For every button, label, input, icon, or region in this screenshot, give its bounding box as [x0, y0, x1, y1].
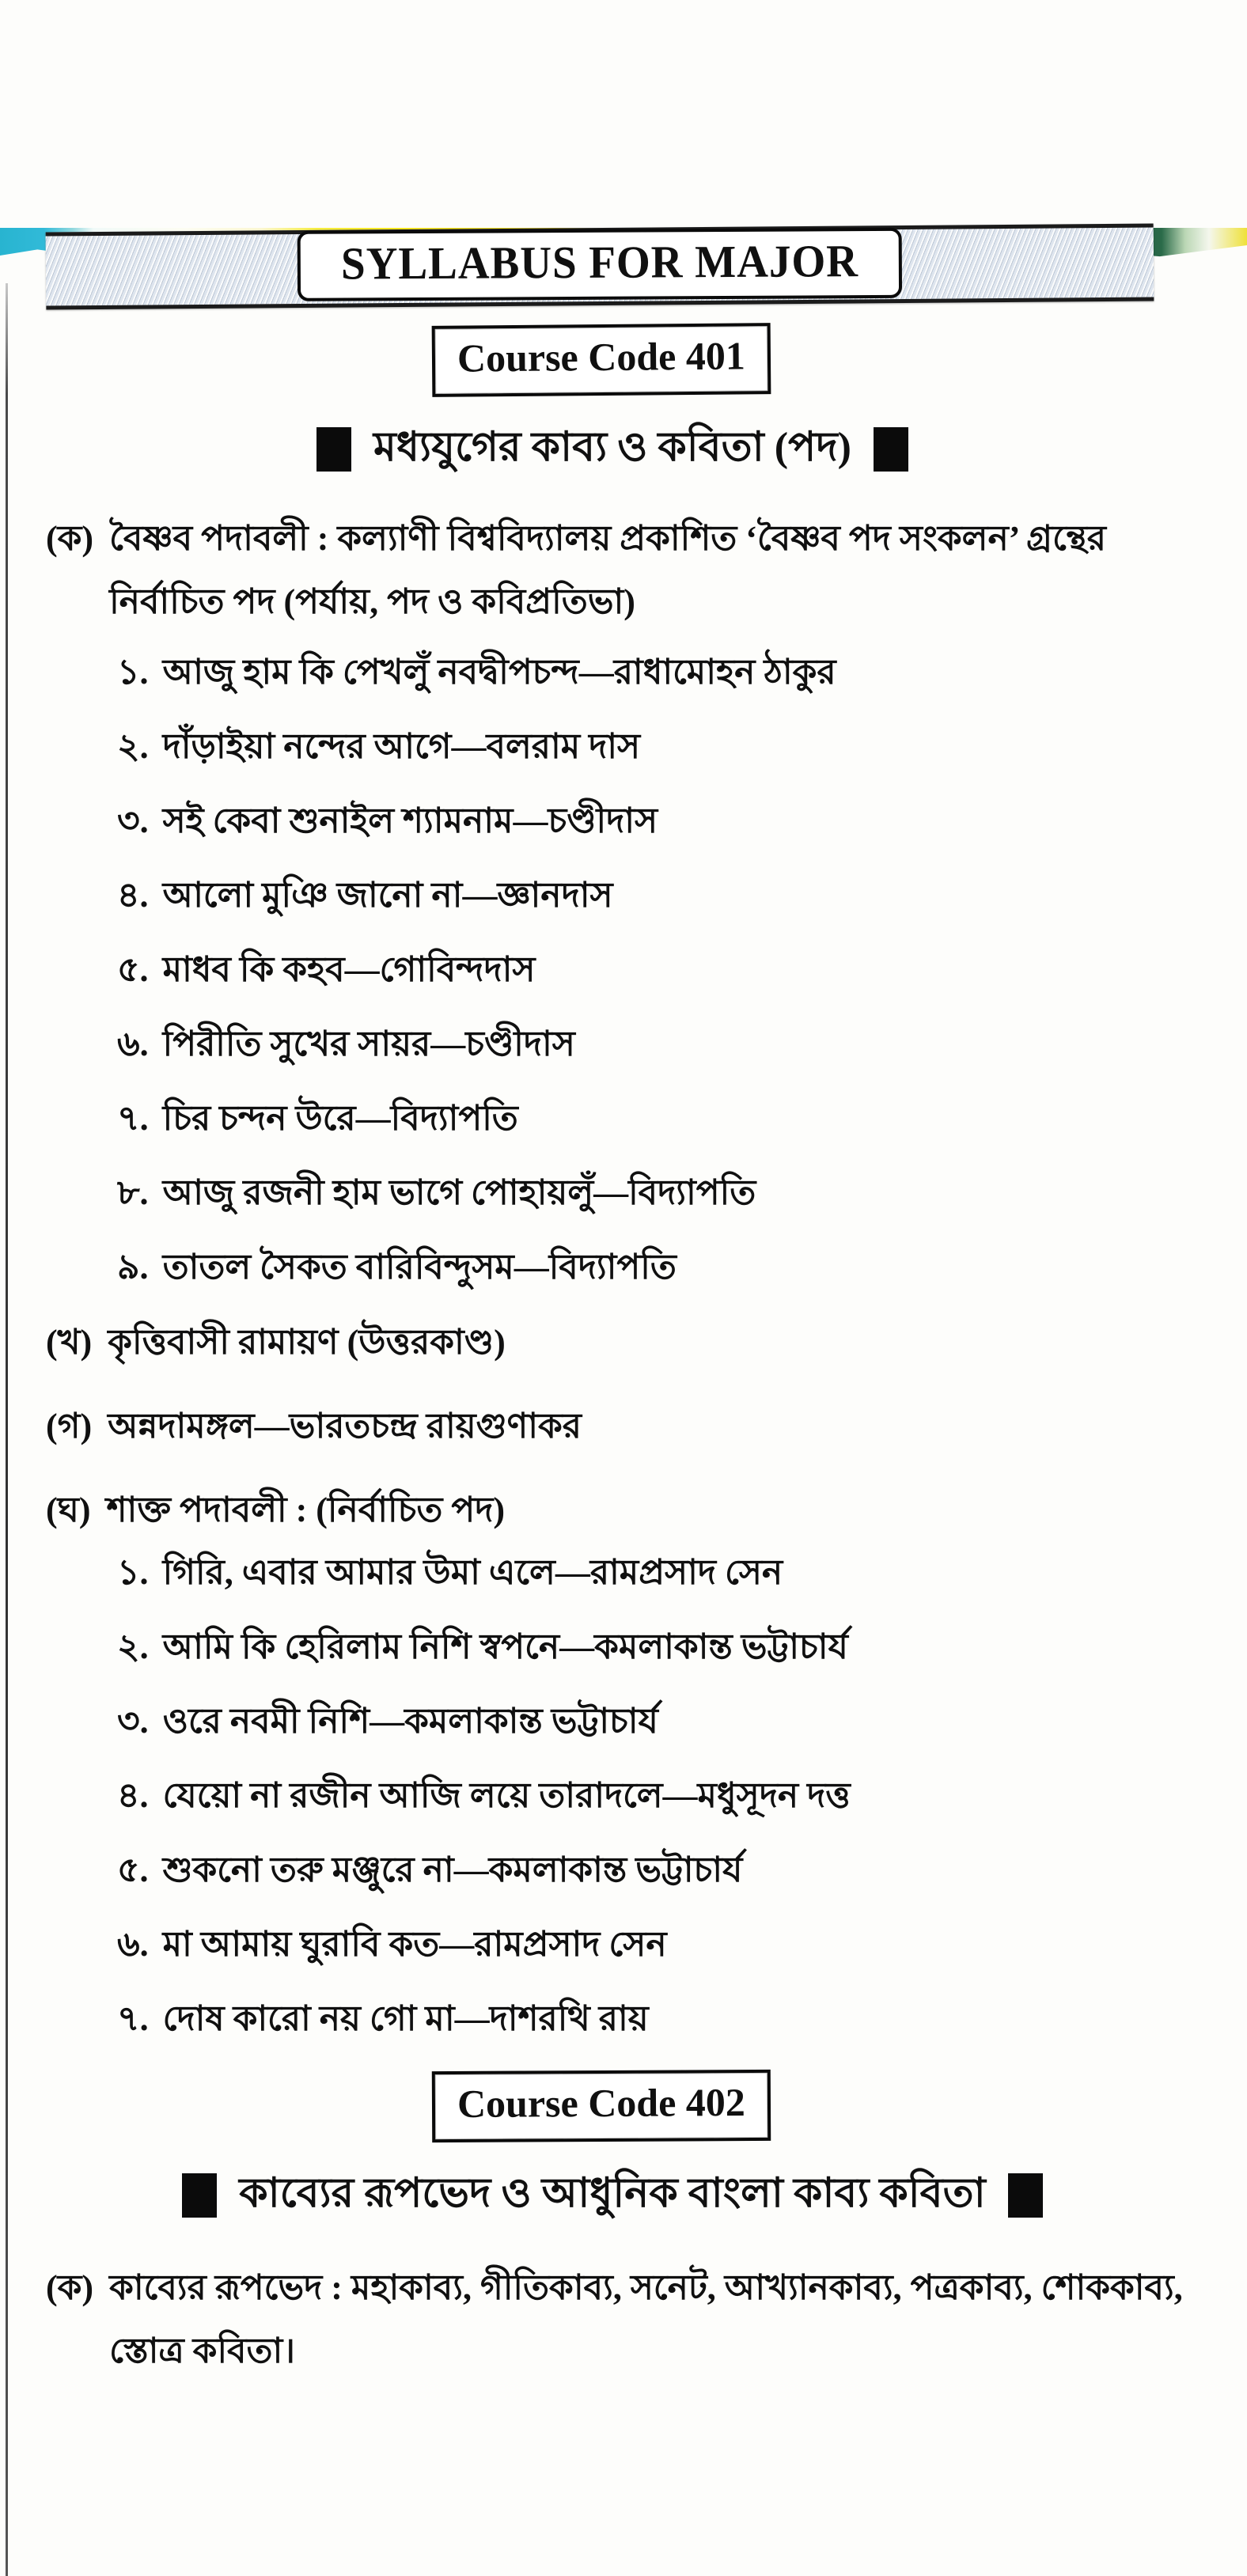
list-item [117, 724, 1192, 770]
item-number: ২. [117, 1627, 149, 1666]
black-square-icon [182, 2173, 217, 2218]
item-number: ৭. [117, 1999, 149, 2038]
item-number: ৪. [117, 876, 149, 915]
scan-edge-line [6, 283, 8, 2576]
course-401-title: মধ্যযুগের কাব্য ও কবিতা (পদ) [373, 425, 851, 470]
item-text: আমি কি হেরিলাম নিশি স্বপনে—কমলাকান্ত ভট্টাচার্য [162, 1627, 848, 1666]
section-ga-401 [46, 1403, 1192, 1450]
item-text: ওরে নবমী নিশি—কমলাকান্ত ভট্টাচার্য [162, 1702, 658, 1741]
item-text: দাঁড়াইয়া নন্দের আগে—বলরাম দাস [162, 727, 641, 766]
item-number: ৩. [117, 801, 149, 840]
section-label: (গ) [46, 1407, 93, 1445]
black-square-icon [316, 427, 351, 472]
list-item [117, 1096, 1192, 1142]
section-ka-401 [46, 507, 1192, 634]
item-number: ৮. [117, 1173, 149, 1212]
item-text: আজু হাম কি পেখলুঁ নবদ্বীপচন্দ—রাধামোহন ঠাকুর [162, 653, 836, 691]
list-item [117, 1170, 1192, 1216]
item-text: দোষ কারো নয় গো মা—দাশরথি রায় [162, 1999, 649, 2038]
list-item [117, 1244, 1192, 1290]
list-item [117, 947, 1192, 993]
section-text: শাক্ত পদাবলী : (নির্বাচিত পদ) [106, 1491, 506, 1529]
section-label: (খ) [46, 1323, 93, 1362]
item-number: ৪. [117, 1776, 149, 1815]
section-text: কৃত্তিবাসী রামায়ণ (উত্তরকাণ্ড) [108, 1323, 506, 1362]
course-code-402-box [432, 2070, 771, 2142]
vaishnava-pada-list [0, 650, 1247, 1290]
item-number: ৩. [117, 1702, 149, 1741]
item-number: ৫. [117, 950, 149, 989]
course-code-401-label: Course Code 401 [457, 333, 746, 381]
section-text: কাব্যের রূপভেদ : মহাকাব্য, গীতিকাব্য, সনেট, আখ্যানকাব্য, পত্রকাব্য, শোককাব্য, স্তোত্র কবিতা। [109, 2268, 1183, 2370]
list-item [117, 873, 1192, 919]
item-text: শুকনো তরু মঞ্জুরে না—কমলাকান্ত ভট্টাচার্য [162, 1851, 743, 1889]
list-item [117, 1773, 1192, 1819]
item-text: মাধব কি কহব—গোবিন্দদাস [162, 950, 536, 989]
black-square-icon [874, 427, 908, 472]
list-item [117, 798, 1192, 844]
syllabus-banner [46, 228, 1154, 305]
item-number: ৯. [117, 1248, 149, 1286]
list-item [117, 1550, 1192, 1596]
item-text: সই কেবা শুনাইল শ্যামনাম—চণ্ডীদাস [162, 801, 658, 840]
item-text: তাতল সৈকত বারিবিন্দুসম—বিদ্যাপতি [162, 1248, 677, 1286]
list-item [117, 1624, 1192, 1670]
section-label: (ঘ) [46, 1491, 91, 1529]
course-code-402-label: Course Code 402 [457, 2080, 746, 2126]
item-text: যেয়ো না রজীন আজি লয়ে তারাদলে—মধুসূদন দত্ত [162, 1776, 851, 1815]
item-number: ৫. [117, 1851, 149, 1889]
course-401-heading [0, 415, 1236, 483]
list-item [117, 1699, 1192, 1744]
course-402-title: কাব্যের রূপভেদ ও আধুনিক বাংলা কাব্য কবিতা [239, 2171, 986, 2216]
item-number: ২. [117, 727, 149, 766]
shakta-pada-list [0, 1550, 1247, 2042]
item-text: আজু রজনী হাম ভাগে পোহায়লুঁ—বিদ্যাপতি [162, 1173, 756, 1212]
section-label: (ক) [46, 519, 94, 558]
item-text: আলো মুঞি জানো না—জ্ঞানদাস [162, 876, 613, 915]
list-item [117, 650, 1192, 695]
item-text: মা আমায় ঘুরাবি কত—রামপ্রসাদ সেন [162, 1925, 667, 1964]
item-number: ৭. [117, 1099, 149, 1138]
item-text: চির চন্দন উরে—বিদ্যাপতি [162, 1099, 518, 1138]
page-title: SYLLABUS FOR MAJOR [340, 235, 859, 290]
section-text: বৈষ্ণব পদাবলী : কল্যাণী বিশ্ববিদ্যালয় প্রকাশিত ‘বৈষ্ণব পদ সংকলন’ গ্রন্থের নির্বাচিত পদ (পর্যায়, পদ ও কবিপ্রতিভা) [109, 519, 1106, 621]
item-text: পিরীতি সুখের সায়র—চণ্ডীদাস [162, 1025, 575, 1063]
section-label: (ক) [46, 2268, 94, 2307]
course-code-401-box [432, 323, 771, 397]
item-number: ১. [117, 653, 149, 691]
course-402-heading [0, 2161, 1236, 2229]
item-number: ১. [117, 1553, 149, 1592]
list-item [117, 1922, 1192, 1968]
section-gha-401 [46, 1487, 1192, 1534]
list-item [117, 1847, 1192, 1893]
banner-title-box [298, 228, 903, 301]
section-text: অন্নদামঙ্গল—ভারতচন্দ্র রায়গুণাকর [108, 1407, 582, 1445]
item-number: ৬. [117, 1925, 149, 1964]
item-number: ৬. [117, 1025, 149, 1063]
section-ka-402 [46, 2256, 1192, 2383]
list-item [117, 1021, 1192, 1067]
section-kha-401 [46, 1319, 1192, 1366]
item-text: গিরি, এবার আমার উমা এলে—রামপ্রসাদ সেন [162, 1553, 783, 1592]
black-square-icon [1008, 2173, 1043, 2218]
list-item [117, 1996, 1192, 2042]
